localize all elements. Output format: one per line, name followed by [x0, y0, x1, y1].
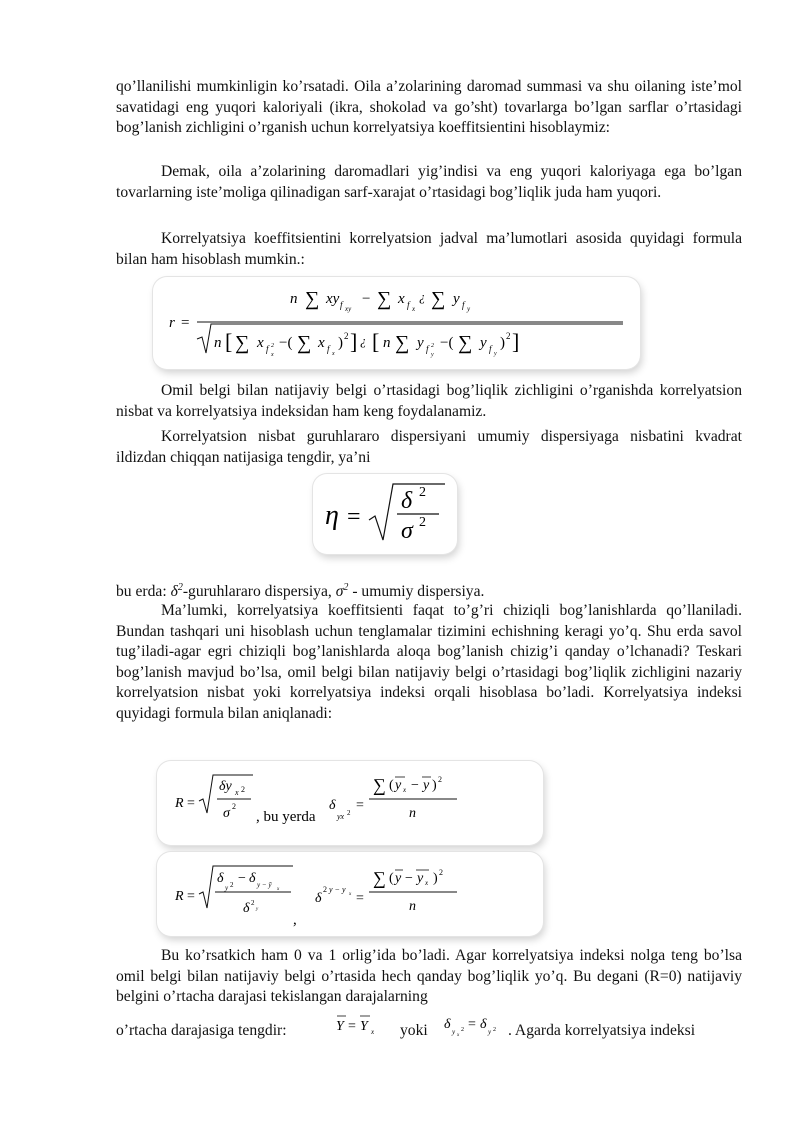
svg-text:∑: ∑ — [377, 288, 392, 310]
svg-text:x: x — [371, 1028, 375, 1036]
svg-text:Y: Y — [336, 1019, 344, 1034]
svg-text:r: r — [169, 315, 175, 331]
svg-text:x: x — [257, 335, 264, 351]
svg-text:y: y — [488, 1028, 492, 1036]
svg-text:x: x — [318, 335, 325, 351]
svg-text:R: R — [175, 796, 184, 811]
correlation-formula-box — [153, 277, 640, 369]
paragraph-conclusion: Demak, oila a’zolarining daromadlari yig’indisi va eng yuqori kaloriyaga ega bo’lgan tovarlarning iste’moliga qilinadigan sarf-xarajat o’rtasidagi bog’liqlik juda ham yuqori. — [116, 163, 742, 201]
svg-text:n: n — [214, 335, 222, 351]
paragraph-correlation-index-intro: Ma’lumki, korrelyatsiya koeffitsienti faqat to’g’ri chiziqli bog’lanishlarda qo’llaniladi. Bundan tashqari uni hisoblash uchun tenglamalar tizimini echishning keragi yo’q. Shu erda savol tug’iladi-agar egri chiziqli bog’lanishlarda aloqa bog’lanish chizig’i qanday o’lchanadi? Teskari bog’lanish mavjud bo’lsa, omil belgi bilan natijaviy belgi o’rtasidagi bog’liqlik zichligini nazariy korrelyatsion nisbat yoki korrelyatsiya indeksi orqali hisoblasa bo’ladi. Korrelyatsiya indeksi quyidagi formula bilan aniqlanadi: — [116, 602, 742, 722]
svg-text:n: n — [409, 899, 416, 914]
svg-text:y: y — [453, 291, 460, 307]
mean-equality-formula — [334, 1012, 384, 1040]
paragraph-formula-intro: Korrelyatsiya koeffitsientini korrelyatsion jadval ma’lumotlari asosida quyidagi formula bilan ham hisoblash mumkin.: — [116, 230, 742, 268]
svg-text:n: n — [409, 806, 416, 821]
svg-text:−(: −( — [279, 335, 293, 351]
svg-text:Y: Y — [360, 1019, 368, 1034]
svg-text:δ: δ — [243, 901, 250, 916]
svg-text:δy: δy — [219, 779, 232, 794]
svg-text:2: 2 — [230, 881, 234, 889]
svg-text:∑: ∑ — [395, 332, 410, 354]
svg-text:xy: xy — [345, 305, 352, 313]
variance-equality-formula — [442, 1012, 508, 1040]
svg-text:x: x — [403, 786, 407, 794]
svg-text:x: x — [425, 879, 429, 887]
svg-text:2: 2 — [271, 343, 274, 349]
svg-text:2: 2 — [241, 785, 245, 794]
svg-text:f: f — [327, 344, 330, 354]
definitions-between-groups: -guruhlararo dispersiya, — [182, 583, 332, 601]
svg-text:y: y — [395, 778, 402, 793]
svg-text:x: x — [412, 305, 416, 313]
svg-text:xy: xy — [326, 291, 340, 307]
paragraph-correlation-ratio-definition: Korrelyatsion nisbat guruhlararo dispersiyani umumiy dispersiyaga nisbatini kvadrat ildizdan chiqqan natijasiga tengdir, ya’ni — [116, 428, 742, 466]
svg-text:=: = — [356, 891, 364, 906]
svg-text:]: ] — [512, 329, 520, 354]
svg-text:y: y — [417, 335, 424, 351]
svg-text:y: y — [467, 305, 471, 313]
svg-text:y: y — [452, 1028, 456, 1036]
eta-formula — [313, 474, 457, 554]
svg-text:[: [ — [225, 329, 233, 354]
svg-text:δ: δ — [249, 871, 256, 886]
svg-text:2: 2 — [251, 899, 255, 907]
svg-text:=: = — [468, 1017, 476, 1032]
svg-text:−: − — [411, 778, 419, 793]
svg-text:δ: δ — [217, 871, 224, 886]
svg-text:y: y — [256, 907, 259, 912]
svg-text:2: 2 — [232, 802, 236, 811]
svg-text:y: y — [423, 778, 430, 793]
svg-text:f: f — [462, 300, 465, 310]
svg-text:2: 2 — [419, 515, 426, 530]
svg-text:x: x — [457, 1033, 460, 1038]
definitions-line — [116, 578, 742, 603]
svg-text:2: 2 — [461, 1027, 464, 1033]
svg-text:f: f — [340, 300, 343, 310]
svg-text:x: x — [235, 788, 239, 797]
svg-text:y: y — [494, 351, 497, 357]
svg-text:y: y — [225, 884, 229, 892]
svg-text:¿: ¿ — [419, 289, 426, 304]
svg-text:2: 2 — [323, 885, 327, 894]
svg-text:−: − — [238, 871, 246, 886]
svg-text:y − y: y − y — [329, 885, 346, 894]
svg-text:y: y — [480, 335, 487, 351]
svg-text:y − ȳ: y − ȳ — [257, 881, 272, 889]
svg-text:f: f — [426, 344, 429, 354]
svg-text:=: = — [348, 1019, 356, 1034]
delta-squared-symbol: $\delta^2$ — [170, 582, 183, 601]
svg-text:R: R — [175, 889, 184, 904]
sigma-squared-symbol: $\sigma^2$ — [335, 582, 349, 601]
svg-text:σ: σ — [401, 518, 413, 544]
correlation-index-formula-2 — [157, 852, 543, 936]
svg-text:¿: ¿ — [360, 333, 367, 348]
correlation-coefficient-formula — [153, 277, 640, 369]
svg-text:(: ( — [389, 778, 394, 793]
comma-label: , — [293, 912, 297, 928]
final-line-prefix: o’rtacha darajasiga tengdir: — [116, 1022, 287, 1039]
svg-text:∑: ∑ — [431, 288, 446, 310]
svg-text:f: f — [407, 300, 410, 310]
svg-text:=: = — [181, 315, 190, 331]
paragraph-index-range: Bu ko’rsatkich ham 0 va 1 orlig’ida bo’ladi. Agar korrelyatsiya indeksi nolga teng bo’lsa omil belgi bilan natijaviy belgi o’rtasida hech qanday bog’liqlik yo’q. Bu degani (R=0) natijaviy belgini o’rtacha darajasi tekislangan darajalarning — [116, 947, 742, 1006]
svg-text:x: x — [398, 291, 405, 307]
svg-text:): ) — [433, 871, 438, 886]
correlation-index-formula-box-1 — [157, 761, 543, 845]
final-line-suffix: . Agarda korrelyatsiya indeksi — [508, 1022, 696, 1039]
svg-text:=: = — [356, 798, 364, 813]
svg-text:−: − — [362, 291, 371, 307]
svg-text:y: y — [431, 352, 434, 358]
svg-text:=: = — [187, 796, 195, 811]
svg-text:n: n — [290, 291, 298, 307]
svg-text:∑: ∑ — [458, 332, 473, 354]
svg-text:=: = — [187, 889, 195, 904]
svg-text:2: 2 — [506, 331, 511, 341]
definitions-total: - umumiy dispersiya. — [352, 583, 485, 601]
svg-text:−: − — [405, 871, 413, 886]
svg-text:): ) — [500, 335, 505, 351]
svg-text:δ: δ — [315, 891, 322, 906]
bu-yerda-label: , bu yerda — [256, 809, 316, 825]
svg-text:2: 2 — [431, 343, 434, 349]
correlation-index-formula-1 — [157, 761, 543, 845]
svg-text:∑: ∑ — [297, 332, 312, 354]
definitions-prefix: bu erda: — [116, 583, 167, 601]
svg-text:y: y — [417, 871, 424, 886]
svg-text:n: n — [383, 335, 391, 351]
svg-text:x: x — [277, 887, 280, 892]
svg-text:∑: ∑ — [373, 775, 386, 795]
svg-text:=: = — [347, 504, 361, 530]
svg-text:2: 2 — [347, 809, 351, 817]
paragraph-intro: qo’llanilishi mumkinligin ko’rsatadi. Oila a’zolarining daromad summasi va shu oilaning iste’mol savatidagi eng yuqori kaloriyali (ikra, shokolad va go’sht) tovarlarga bo’lgan sarflar o’rtasidagi bog’lanish zichligini o’rganish uchun korrelyatsiya koeffitsientini hisoblaymiz: — [116, 78, 742, 137]
final-line — [116, 1016, 742, 1042]
svg-text:−(: −( — [440, 335, 454, 351]
svg-text:2: 2 — [344, 331, 349, 341]
svg-text:δ: δ — [329, 798, 336, 813]
final-line-or: yoki — [400, 1022, 428, 1039]
svg-text:y: y — [395, 871, 402, 886]
svg-text:): ) — [338, 335, 343, 351]
svg-text:x: x — [271, 352, 274, 358]
svg-text:∑: ∑ — [373, 868, 386, 888]
svg-text:δ: δ — [444, 1017, 451, 1032]
svg-text:]: ] — [350, 329, 358, 354]
svg-text:δ: δ — [401, 488, 413, 514]
svg-text:∑: ∑ — [235, 332, 250, 354]
svg-text:): ) — [432, 778, 437, 793]
svg-text:x: x — [332, 351, 335, 357]
svg-text:δ: δ — [480, 1017, 487, 1032]
svg-text:yx: yx — [337, 812, 345, 821]
svg-text:[: [ — [372, 329, 380, 354]
svg-text:σ: σ — [223, 806, 230, 821]
svg-text:η: η — [325, 500, 339, 531]
paragraph-correlation-ratio-intro: Omil belgi bilan natijaviy belgi o’rtasidagi bog’liqlik zichligini o’rganishda korrelyatsion nisbat va korrelyatsiya indeksidan ham keng foydalanamiz. — [116, 382, 742, 420]
svg-text:2: 2 — [439, 868, 443, 877]
svg-text:f: f — [266, 344, 269, 354]
eta-formula-box — [313, 474, 457, 554]
svg-text:(: ( — [389, 871, 394, 886]
svg-text:∑: ∑ — [305, 288, 320, 310]
svg-text:2: 2 — [493, 1027, 496, 1033]
svg-text:f: f — [489, 344, 492, 354]
svg-text:x: x — [349, 892, 352, 897]
svg-text:2: 2 — [438, 775, 442, 784]
correlation-index-formula-box-2 — [157, 852, 543, 936]
svg-text:2: 2 — [419, 485, 426, 500]
